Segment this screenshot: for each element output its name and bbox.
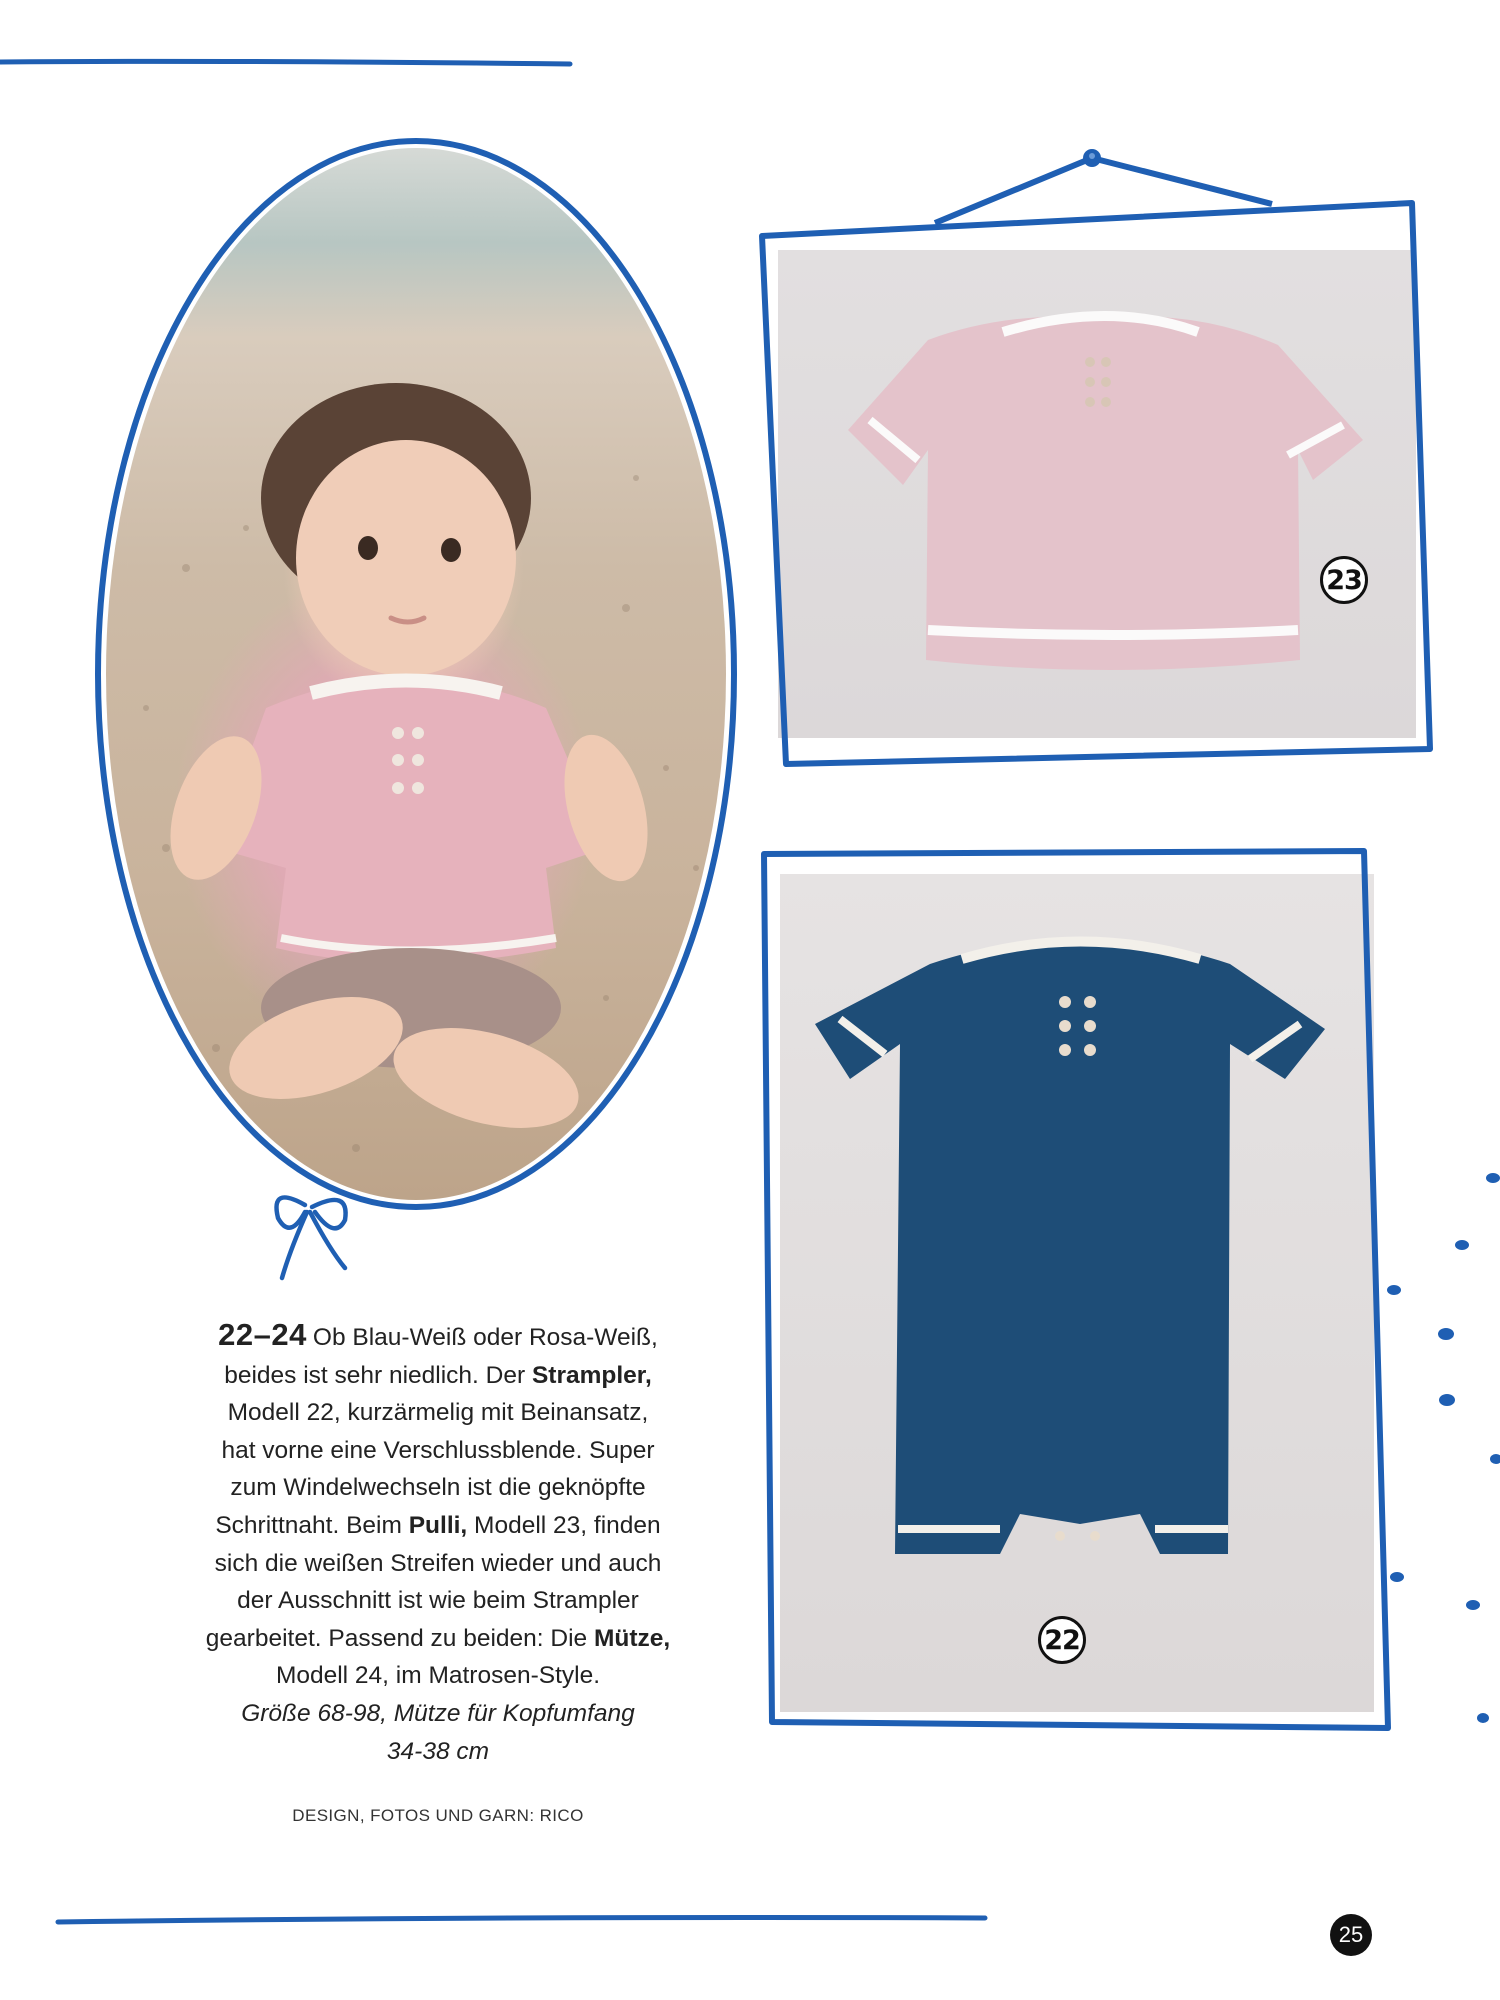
- credits: DESIGN, FOTOS UND GARN: RICO: [292, 1806, 584, 1825]
- dot-pattern-icon: [1387, 1173, 1500, 1723]
- pin-icon: [1083, 149, 1101, 167]
- baby-photo: [106, 148, 726, 1200]
- model-22-badge: 22: [1038, 1616, 1086, 1664]
- bow-icon: [277, 1197, 346, 1278]
- page-number: 25: [1330, 1914, 1372, 1956]
- pink-sweater-photo: [778, 250, 1416, 738]
- model-23-badge: 23: [1320, 556, 1368, 604]
- blue-romper-photo: [780, 874, 1374, 1712]
- size-info: Größe 68-98, Mütze für Kopfumfang: [241, 1699, 635, 1727]
- caption-text: 22–24 Ob Blau-Weiß oder Rosa-Weiß, beides ist sehr niedlich. Der Strampler, Modell 22, kurzärmelig mit Beinansatz, hat vorne eine Verschlussblende. Super zum Windelwechseln ist die geknöpfte Schrittnaht. Beim Pulli, Modell 23, finden sich die weißen Streifen wieder und auch der Ausschnitt ist wie beim Strampler gearbeitet. Passend zu beiden: Die Mütze, Modell 24, im Matrosen-Style. Größe 68-98, Mütze für Kopfumfang 34-38 cm: [168, 1316, 708, 1770]
- model-numbers: 22–24: [218, 1317, 307, 1352]
- size-info-2: 34-38 cm: [386, 1737, 490, 1765]
